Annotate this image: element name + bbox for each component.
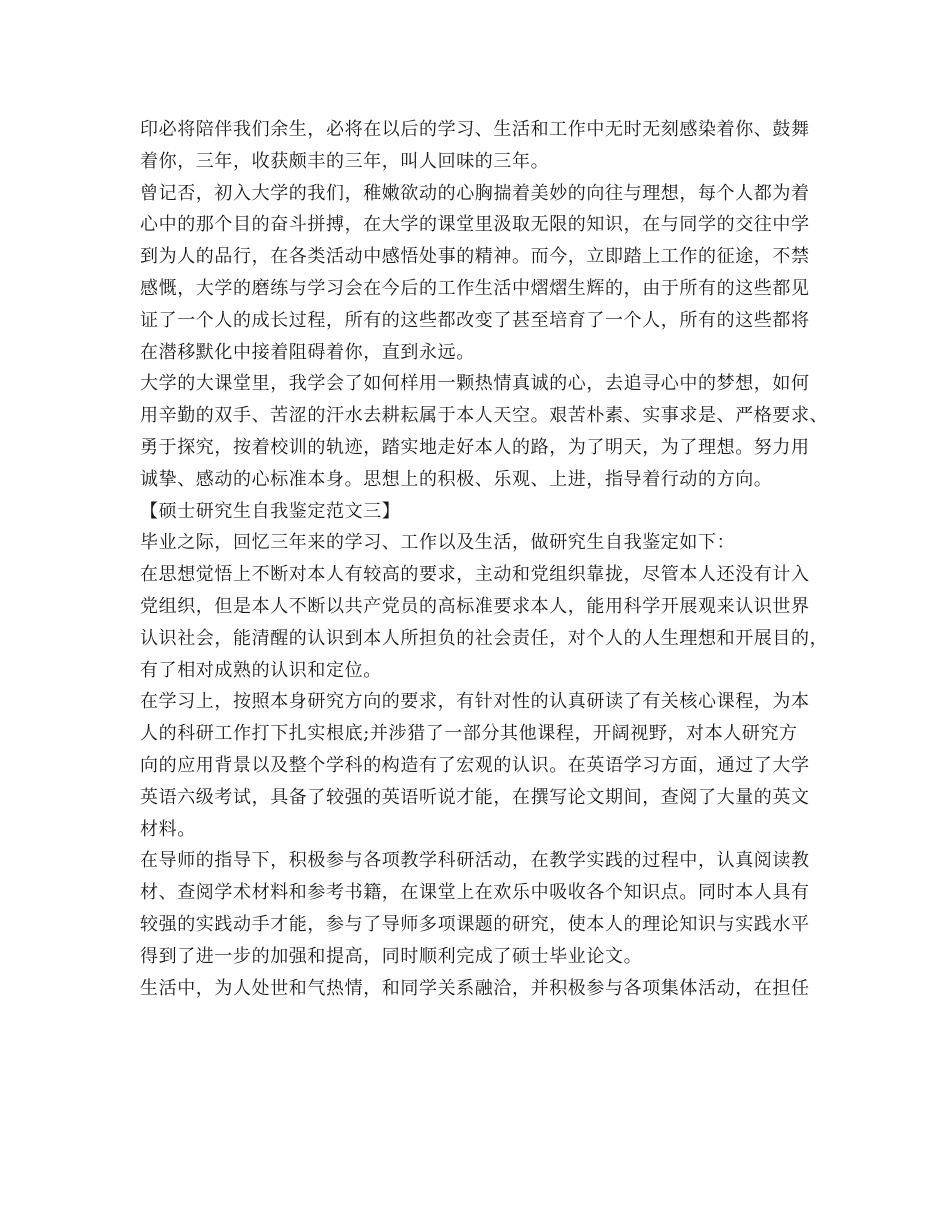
section-heading: 【硕士研究生自我鉴定范文三】 bbox=[140, 500, 401, 522]
text-line: 生活中，为人处世和气热情，和同学关系融洽，并积极参与各项集体活动，在担任 bbox=[140, 977, 810, 999]
text-line: 到为人的品行，在各类活动中感悟处事的精神。而今，立即踏上工作的征途，不禁 bbox=[140, 246, 810, 268]
text-line: 毕业之际，回忆三年来的学习、工作以及生活，做研究生自我鉴定如下： bbox=[140, 532, 736, 554]
text-line: 在思想觉悟上不断对本人有较高的要求，主动和党组织靠拢，尽管本人还没有计入 bbox=[140, 564, 810, 586]
document-body bbox=[140, 114, 840, 1004]
text-line: 材、查阅学术材料和参考书籍，在课堂上在欢乐中吸收各个知识点。同时本人具有 bbox=[140, 882, 810, 904]
text-line: 得到了进一步的加强和提高，同时顺利完成了硕士毕业论文。 bbox=[140, 945, 643, 967]
text-line: 在学习上，按照本身研究方向的要求，有针对性的认真研读了有关核心课程，为本 bbox=[140, 691, 810, 713]
text-line: 党组织，但是本人不断以共产党员的高标准要求本人，能用科学开展观来认识世界 bbox=[140, 595, 810, 617]
text-line: 勇于探究，按着校训的轨迹，踏实地走好本人的路，为了明天，为了理想。努力用 bbox=[140, 436, 810, 458]
text-line: 印必将陪伴我们余生，必将在以后的学习、生活和工作中无时无刻感染着你、鼓舞 bbox=[140, 119, 810, 140]
text-line: 用辛勤的双手、苦涩的汗水去耕耘属于本人天空。艰苦朴素、实事求是、严格要求、 bbox=[140, 405, 829, 427]
text-line: 大学的大课堂里，我学会了如何样用一颗热情真诚的心，去追寻心中的梦想，如何 bbox=[140, 373, 810, 395]
text-line: 认识社会，能清醒的认识到本人所担负的社会责任，对个人的人生理想和开展目的， bbox=[140, 627, 829, 649]
text-line: 材料。 bbox=[140, 818, 196, 840]
text-line: 诚挚、感动的心标准本身。思想上的积极、乐观、上进，指导着行动的方向。 bbox=[140, 468, 773, 490]
text-line: 在导师的指导下，积极参与各项教学科研活动，在教学实践的过程中，认真阅读教 bbox=[140, 850, 810, 872]
text-line: 较强的实践动手才能，参与了导师多项课题的研究，使本人的理论知识与实践水平 bbox=[140, 913, 810, 935]
text-line: 曾记否，初入大学的我们，稚嫩欲动的心胸揣着美妙的向往与理想，每个人都为着 bbox=[140, 182, 810, 204]
text-line: 心中的那个目的奋斗拼搏，在大学的课堂里汲取无限的知识，在与同学的交往中学 bbox=[140, 214, 810, 236]
text-line: 向的应用背景以及整个学科的构造有了宏观的认识。在英语学习方面，通过了大学 bbox=[140, 754, 810, 776]
text-line: 证了一个人的成长过程，所有的这些都改变了甚至培育了一个人，所有的这些都将 bbox=[140, 309, 810, 331]
text-line: 有了相对成熟的认识和定位。 bbox=[140, 659, 382, 681]
text-line: 人的科研工作打下扎实根底;并涉猎了一部分其他课程，开阔视野，对本人研究方 bbox=[140, 723, 798, 745]
text-line: 感慨，大学的磨练与学习会在今后的工作生活中熠熠生辉的，由于所有的这些都见 bbox=[140, 277, 810, 299]
text-line: 着你，三年，收获颇丰的三年，叫人回味的三年。 bbox=[140, 150, 550, 172]
text-line: 在潜移默化中接着阻碍着你，直到永远。 bbox=[140, 341, 475, 363]
text-line: 英语六级考试，具备了较强的英语听说才能，在撰写论文期间，查阅了大量的英文 bbox=[140, 786, 810, 808]
